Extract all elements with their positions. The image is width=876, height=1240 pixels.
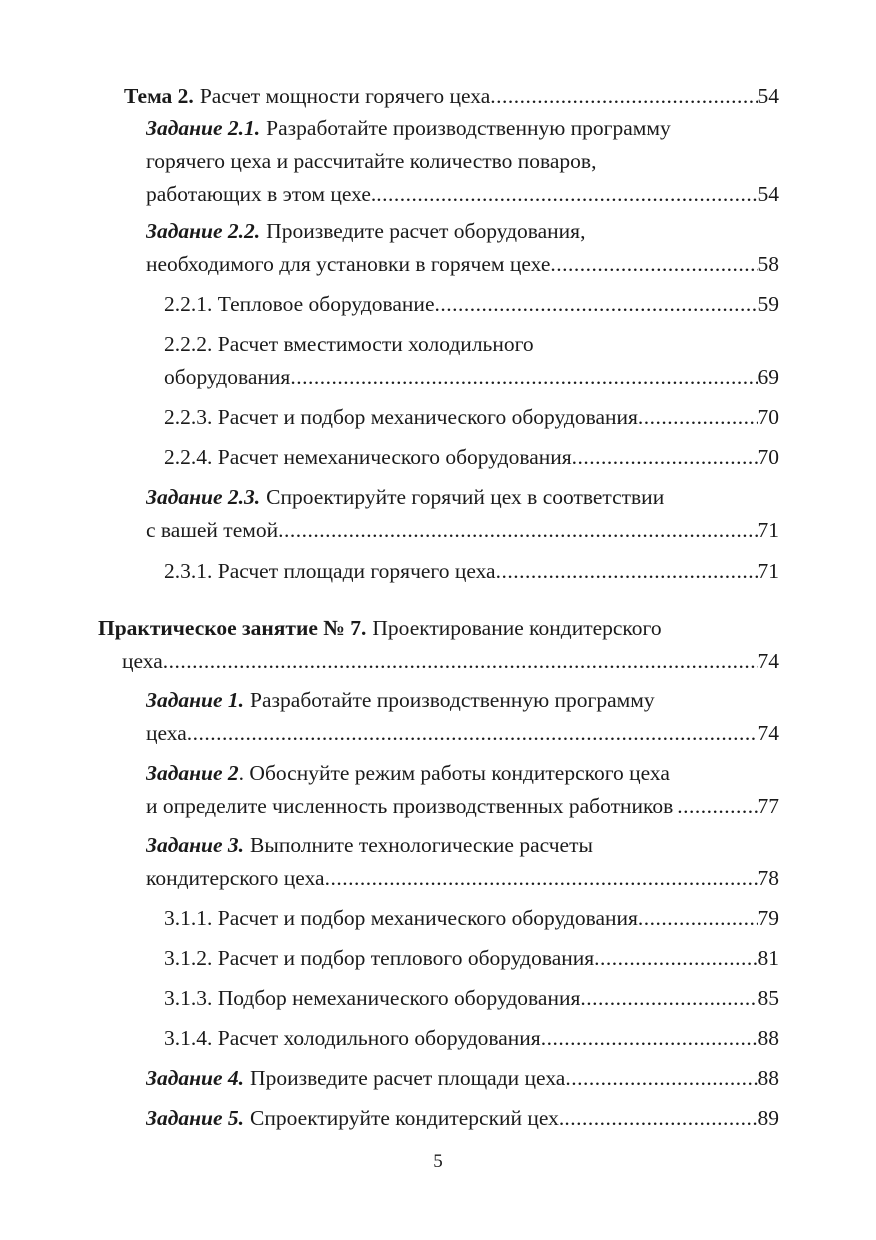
entry-title: 2.2.1. Тепловое оборудование <box>164 292 435 316</box>
entry-title: 2.3.1. Расчет площади горячего цеха <box>164 559 496 583</box>
page-ref: 74 <box>757 721 779 745</box>
entry-title: 3.1.3. Подбор немеханического оборудования <box>164 986 581 1010</box>
entry-title: Спроектируйте кондитерский цех. <box>250 1106 565 1130</box>
page-ref: 79 <box>757 906 779 930</box>
entry-label: Задание 4. <box>146 1066 245 1090</box>
dot-leader <box>434 288 757 321</box>
page-ref: 69 <box>757 365 779 389</box>
toc-entry-2-2-4[interactable] <box>164 441 779 474</box>
entry-label: Практическое занятие № 7. <box>98 616 367 640</box>
entry-label: Задание 3. <box>146 833 245 857</box>
dot-leader <box>673 790 757 823</box>
dot-leader <box>187 717 758 750</box>
dot-leader <box>638 902 758 935</box>
entry-title: 3.1.1. Расчет и подбор механического оборудования <box>164 906 638 930</box>
page-ref: 54 <box>757 84 779 108</box>
toc-entry-3-1-2[interactable] <box>164 942 779 975</box>
toc-entry-task-5[interactable] <box>146 1102 779 1135</box>
page-number: 5 <box>433 1151 443 1172</box>
page-ref: 58 <box>757 252 779 276</box>
dot-leader <box>290 361 757 394</box>
page-ref: 77 <box>757 794 779 818</box>
entry-label: Задание 2 <box>146 761 239 785</box>
toc-entry-2-2-2[interactable] <box>164 328 779 394</box>
entry-title-line3: работающих в этом цехе. <box>146 182 377 206</box>
page-ref: 70 <box>757 405 779 429</box>
entry-title-line2: кондитерского цеха <box>146 866 325 890</box>
toc-entry-3-1-3[interactable] <box>164 982 779 1015</box>
page-ref: 81 <box>757 946 779 970</box>
toc-entry-2-2-3[interactable] <box>164 401 779 434</box>
entry-title-line2: и определите численность производственных работников <box>146 794 674 818</box>
page-ref: 78 <box>757 866 779 890</box>
entry-label: Тема 2. <box>124 84 194 108</box>
dot-leader <box>638 401 758 434</box>
dot-leader <box>580 982 757 1015</box>
dot-leader <box>278 514 757 547</box>
entry-title-line1: Произведите расчет оборудования, <box>266 219 586 243</box>
entry-title-line1: Разработайте производственную программу <box>266 116 671 140</box>
entry-title: Произведите расчет площади цеха <box>250 1066 566 1090</box>
entry-title-line2: горячего цеха и рассчитайте количество поваров, <box>146 149 597 173</box>
page-ref: 74 <box>757 649 779 673</box>
toc-entry-theme-2[interactable] <box>124 80 779 113</box>
entry-title-line1: Спроектируйте горячий цех в соответствии <box>266 485 665 509</box>
page-ref: 88 <box>757 1026 779 1050</box>
toc-entry-2-3-1[interactable] <box>164 555 779 588</box>
page-ref: 71 <box>757 559 779 583</box>
entry-title: Расчет мощности горячего цеха <box>199 84 491 108</box>
dot-leader <box>565 1062 757 1095</box>
entry-title-line1: 2.2.2. Расчет вместимости холодильного <box>164 332 534 356</box>
entry-title-line1: Разработайте производственную программу <box>250 688 655 712</box>
entry-title-line2: цеха <box>122 649 163 673</box>
entry-title-line1: Проектирование кондитерского <box>372 616 662 640</box>
entry-title: 2.2.3. Расчет и подбор механического оборудования <box>164 405 638 429</box>
entry-title-line2: цеха <box>146 721 187 745</box>
toc-entry-task-2-3[interactable] <box>146 481 779 547</box>
entry-label: Задание 5. <box>146 1106 245 1130</box>
page-ref: 70 <box>757 445 779 469</box>
page-ref: 85 <box>757 986 779 1010</box>
entry-label: Задание 2.2. <box>146 219 261 243</box>
dot-leader <box>163 645 758 678</box>
entry-label: Задание 2.3. <box>146 485 261 509</box>
toc-entry-task-2-2[interactable] <box>146 215 779 281</box>
page-ref: 89 <box>757 1106 779 1130</box>
entry-title-line1: . Обоснуйте режим работы кондитерского цеха <box>238 761 670 785</box>
entry-title: 3.1.4. Расчет холодильного оборудования <box>164 1026 541 1050</box>
entry-title: 2.2.4. Расчет немеханического оборудования <box>164 445 572 469</box>
toc-entry-task-3[interactable] <box>146 829 779 895</box>
toc-entry-task-4[interactable] <box>146 1062 779 1095</box>
page-ref: 54 <box>757 182 779 206</box>
entry-title-line2: оборудования <box>164 365 291 389</box>
entry-label: Задание 1. <box>146 688 245 712</box>
toc-entry-task-1[interactable] <box>146 684 779 750</box>
entry-title: 3.1.2. Расчет и подбор теплового оборудования <box>164 946 595 970</box>
page-ref: 71 <box>757 518 779 542</box>
entry-title-line2: с вашей темой <box>146 518 279 542</box>
toc-entry-2-2-1[interactable] <box>164 288 779 321</box>
dot-leader <box>550 248 757 281</box>
page-ref: 88 <box>757 1066 779 1090</box>
page-ref: 59 <box>757 292 779 316</box>
dot-leader <box>564 1102 757 1135</box>
entry-title-line1: Выполните технологические расчеты <box>250 833 593 857</box>
toc-entry-practice-7[interactable] <box>98 612 779 678</box>
dot-leader <box>490 80 757 113</box>
dot-leader <box>376 178 757 211</box>
toc-entry-task-2[interactable] <box>146 757 779 823</box>
toc-entry-task-2-1[interactable] <box>146 112 779 211</box>
toc-entry-3-1-4[interactable] <box>164 1022 779 1055</box>
toc-entry-3-1-1[interactable] <box>164 902 779 935</box>
entry-title-line2: необходимого для установки в горячем цехе <box>146 252 551 276</box>
dot-leader <box>325 862 758 895</box>
entry-label: Задание 2.1. <box>146 116 261 140</box>
dot-leader <box>541 1022 758 1055</box>
dot-leader <box>496 555 758 588</box>
dot-leader <box>572 441 758 474</box>
dot-leader <box>594 942 757 975</box>
